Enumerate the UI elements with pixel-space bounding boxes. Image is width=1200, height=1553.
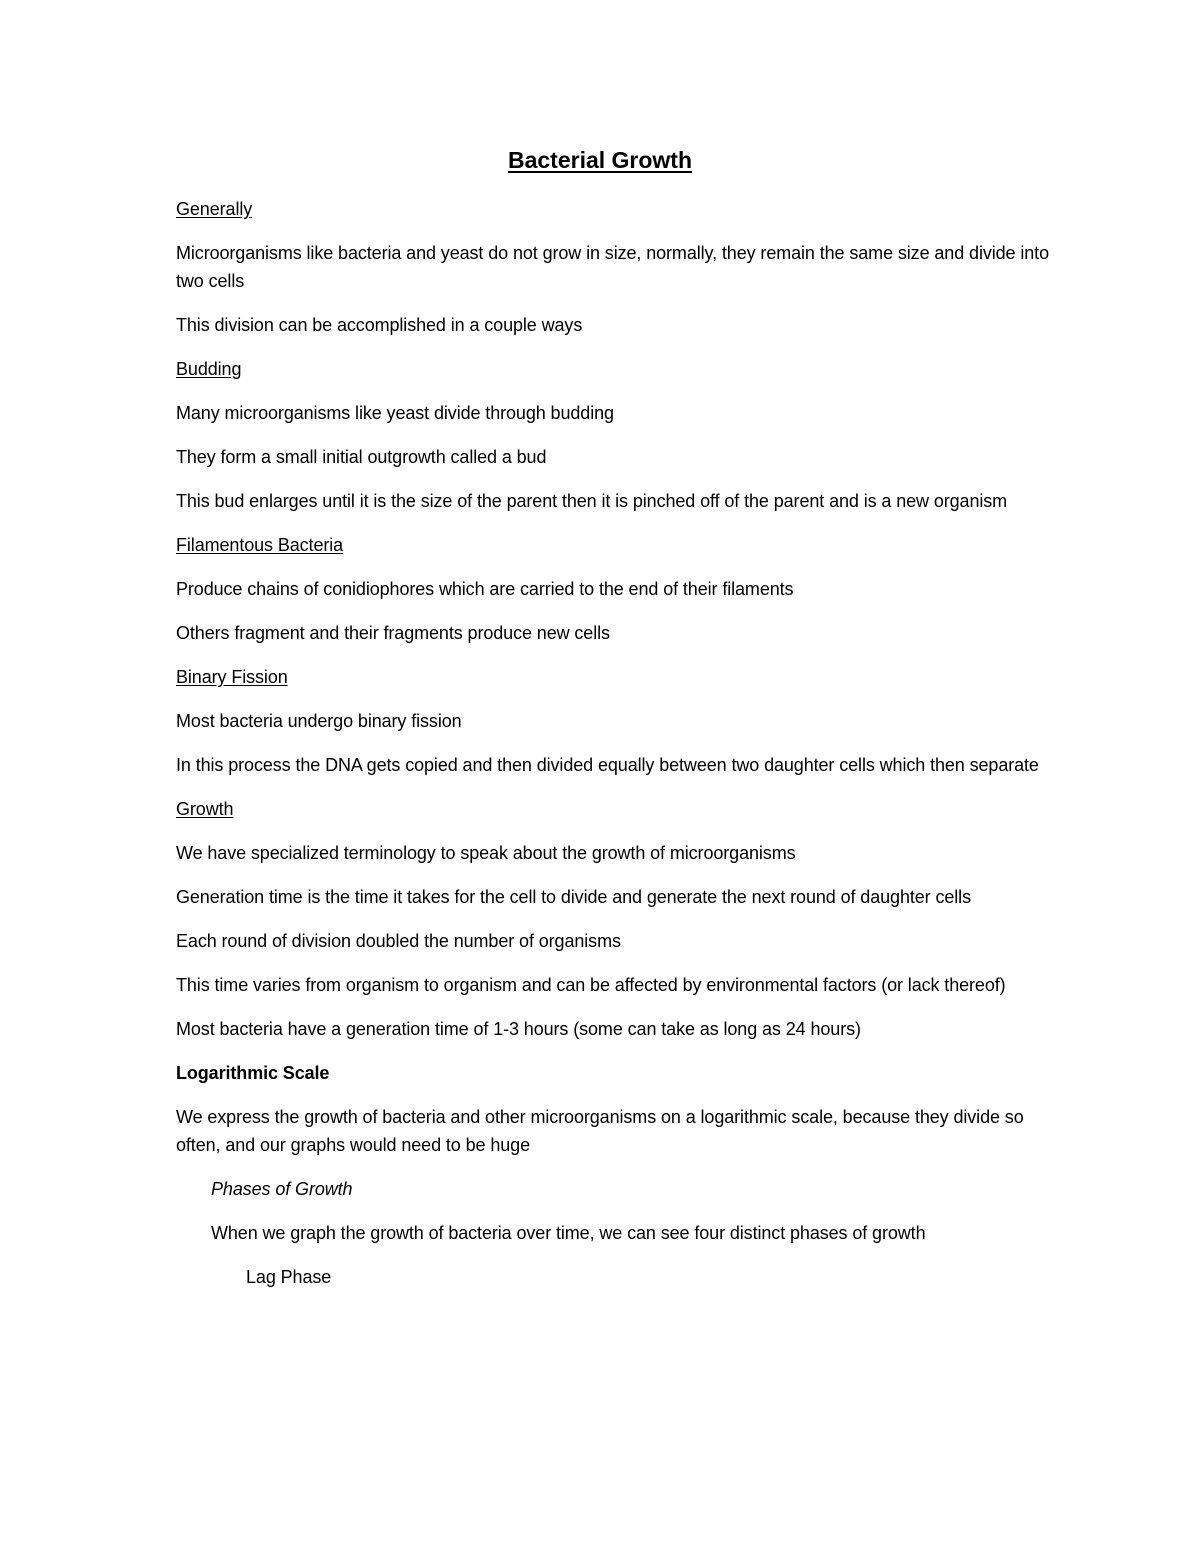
paragraph: We express the growth of bacteria and other microorganisms on a logarithmic scale, because they divide so often, and our graphs would need to be huge — [176, 1107, 1024, 1155]
page-title: Bacterial Growth — [507, 147, 693, 173]
paragraph: When we graph the growth of bacteria over time, we can see four distinct phases of growth — [211, 1223, 926, 1243]
paragraph: We have specialized terminology to speak about the growth of microorganisms — [176, 843, 796, 863]
paragraph: They form a small initial outgrowth called a bud — [176, 447, 547, 467]
subsubsection-heading-lag-phase: Lag Phase — [246, 1267, 332, 1287]
paragraph: This division can be accomplished in a couple ways — [176, 315, 583, 335]
subsection-heading-phases-of-growth: Phases of Growth — [211, 1179, 353, 1199]
paragraph: Generation time is the time it takes for the cell to divide and generate the next round of daughter cells — [176, 887, 971, 907]
paragraph: Most bacteria have a generation time of 1-3 hours (some can take as long as 24 hours) — [176, 1019, 861, 1039]
paragraph: This bud enlarges until it is the size of the parent then it is pinched off of the parent and is a new organism — [176, 491, 1008, 511]
paragraph: Many microorganisms like yeast divide through budding — [176, 403, 614, 423]
section-heading-logarithmic-scale: Logarithmic Scale — [176, 1063, 330, 1083]
section-heading-growth: Growth — [176, 799, 234, 819]
paragraph: This time varies from organism to organism and can be affected by environmental factors (or lack thereof) — [176, 975, 1006, 995]
paragraph: Microorganisms like bacteria and yeast do not grow in size, normally, they remain the same size and divide into two cells — [176, 243, 1049, 291]
paragraph: Most bacteria undergo binary fission — [176, 711, 462, 731]
paragraph: Others fragment and their fragments produce new cells — [176, 623, 610, 643]
section-heading-budding: Budding — [176, 359, 242, 379]
paragraph: In this process the DNA gets copied and then divided equally between two daughter cells which then separate — [176, 755, 1039, 775]
paragraph: Produce chains of conidiophores which are carried to the end of their filaments — [176, 579, 794, 599]
section-heading-generally: Generally — [176, 199, 253, 219]
section-heading-binary-fission: Binary Fission — [176, 667, 288, 687]
paragraph: Each round of division doubled the number of organisms — [176, 931, 621, 951]
document-body — [176, 195, 1061, 1307]
section-heading-filamentous-bacteria: Filamentous Bacteria — [176, 535, 344, 555]
